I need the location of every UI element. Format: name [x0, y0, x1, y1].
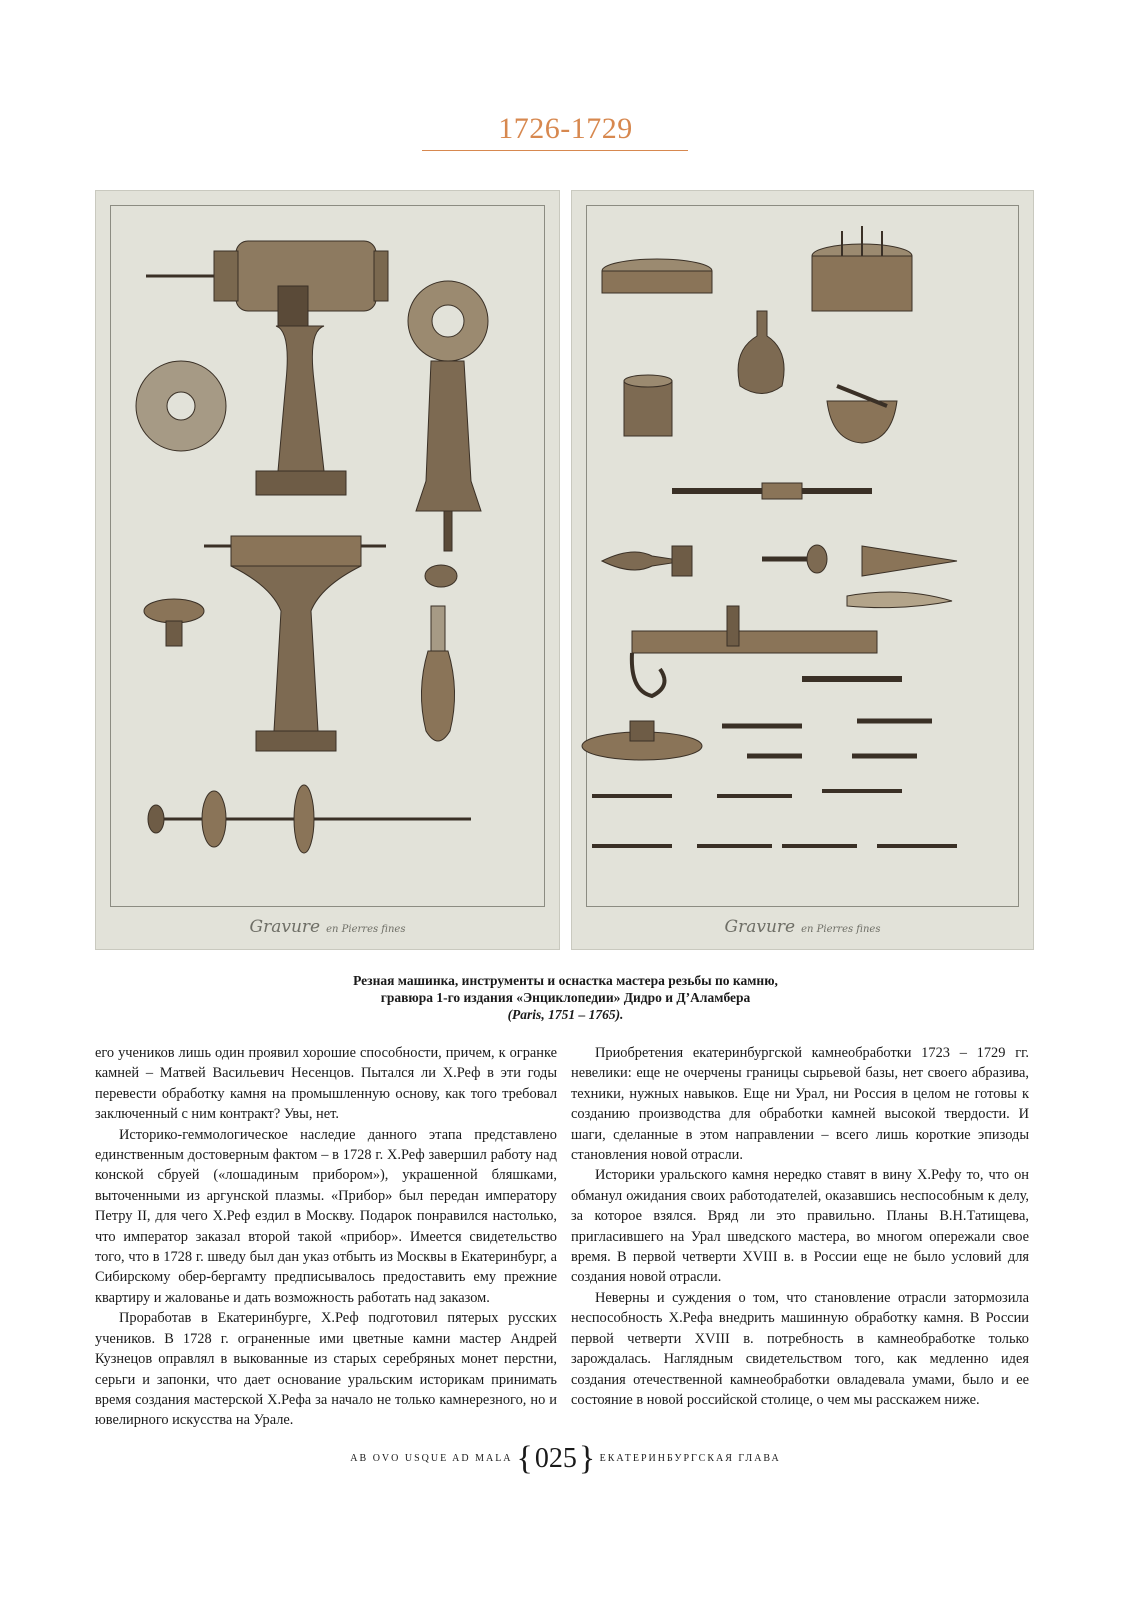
plate-left-subtitle: en Pierres fines — [326, 924, 406, 935]
plate-right-title-text: Gravure — [724, 917, 796, 937]
plate-left-title-text: Gravure — [249, 917, 321, 937]
caption-line-2: гравюра 1-го издания «Энциклопедии» Дидро и Д’Аламбера — [380, 990, 751, 1005]
paragraph: Неверны и суждения о том, что становление отрасли затормозила неспособность Х.Рефа внедрить машинную обработку камня. В России первой четверти XVIII в. потребность в камнеобработке только зарождалась. Наглядным свидетельством того, как медленно идея создания отечественной камнеобработки овладевала умами, было и ее состояние в новой российской столице, о чем мы расскажем ниже. — [571, 1289, 1029, 1408]
paragraph: Приобретения екатеринбургской камнеобработки 1723 – 1729 гг. невелики: еще не очерчены границы сырьевой базы, нет своего абразива, техники, нужных навыков. Еще ни Урал, ни Россия в целом не готовы к созданию производства для обработки камней высокой твердости. И шаги, сделанные в этом направлении – всего лишь короткие эпизоды становления новой отрасли. — [571, 1045, 1029, 1164]
engraving-plate-left — [95, 190, 560, 950]
footer-chapter: ЕКАТЕРИНБУРГСКАЯ ГЛАВА — [599, 1453, 781, 1464]
text-column-left — [95, 1043, 557, 1431]
paragraph: его учеников лишь один проявил хорошие способности, причем, к огранке камней – Матвей Васильевич Несенцов. Пытался ли Х.Реф в эти годы перевести обработку камня на промышленную основу, как того требовал заключенный с ним контракт? Увы, нет. — [95, 1045, 557, 1123]
engraving-plate-right — [571, 190, 1034, 950]
brace-right-icon: } — [578, 1440, 596, 1477]
caption-line-3: (Paris, 1751 – 1765). — [507, 1007, 624, 1022]
footer-motto: AB OVO USQUE AD MALA — [350, 1453, 512, 1464]
header-rule — [422, 150, 688, 151]
paragraph: Историко-геммологическое наследие данного этапа представлено единственным достоверным фактом – в 1728 г. Х.Реф завершил работу над конской сбруей («лошадиным прибором»), украшенной бляшками, выточенными из аргунской плазмы. «Прибор» был передан императору Петру II, для чего Х.Реф ездил в Москву. Подарок понравился настолько, что император заказал второй такой «прибор». Имеется свидетельство того, что в 1728 г. шведу был дан указ отбыть из Москвы в Екатеринбург, а Сибирскому обер-бергамту предписывалось предоставить ему прежние квартиру и жалованье и дать возможность работать над заказом. — [95, 1126, 557, 1306]
engraving-left-illustration — [96, 191, 559, 949]
plate-right-subtitle: en Pierres fines — [801, 924, 881, 935]
page-number: 025 — [534, 1443, 577, 1474]
paragraph: Проработав в Екатеринбурге, Х.Реф подготовил пятерых русских учеников. В 1728 г. ограненные ими цветные камни мастер Андрей Кузнецов оправлял в выкованные из старых серебряных монет перстни, серьги и запонки, что дает основание уральским историкам принимать время создания мастерской Х.Рефа за начало не только камнерезного, но и ювелирного искусства на Урале. — [95, 1310, 557, 1429]
plate-right-title — [572, 917, 1033, 937]
text-column-right — [571, 1043, 1029, 1410]
plate-left-title — [96, 917, 559, 937]
figure-caption — [200, 972, 931, 1023]
engraving-right-illustration — [572, 191, 1033, 949]
caption-line-1: Резная машинка, инструменты и оснастка мастера резьбы по камню, — [353, 973, 778, 988]
brace-left-icon: { — [516, 1440, 533, 1477]
paragraph: Историки уральского камня нередко ставят в вину Х.Рефу то, что он обманул ожидания своих работодателей, оказавшись неспособным к делу, за которое взялся. Вряд ли это правильно. Планы В.Н.Татищева, пригласившего на Урал шведского мастера, во многом опережали свое время. В первой четверти XVIII в. в России еще не было условий для создания новой отрасли. — [571, 1167, 1029, 1286]
running-head-years: 1726-1729 — [498, 112, 633, 145]
page-footer — [0, 1440, 1131, 1478]
